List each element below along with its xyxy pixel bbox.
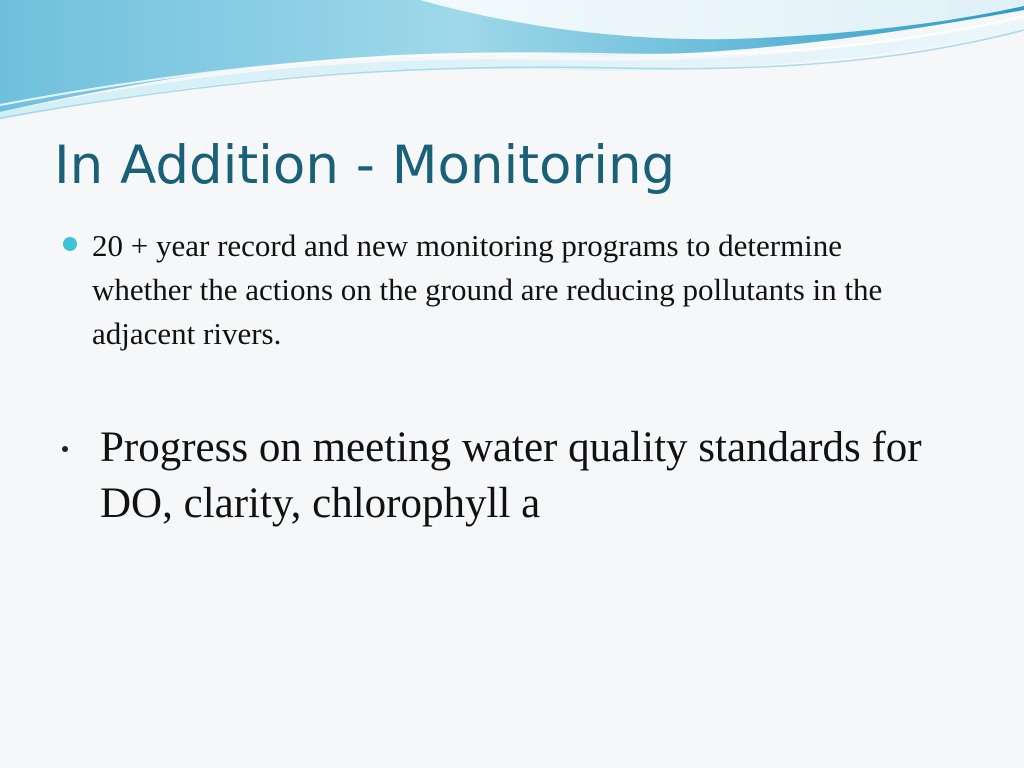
slide-title: In Addition - Monitoring [54,135,676,196]
header-wave-decoration [0,0,1024,125]
bullet-text-water-quality: Progress on meeting water quality standards for DO, clarity, chlorophyll a [100,424,922,527]
bullet-text-monitoring-record: 20 + year record and new monitoring programs to determine whether the actions on the ground are reducing pollutants in the adjacent rivers. [92,228,883,351]
bullet-dot-icon [62,446,68,452]
bullet-dot-icon [63,237,77,251]
